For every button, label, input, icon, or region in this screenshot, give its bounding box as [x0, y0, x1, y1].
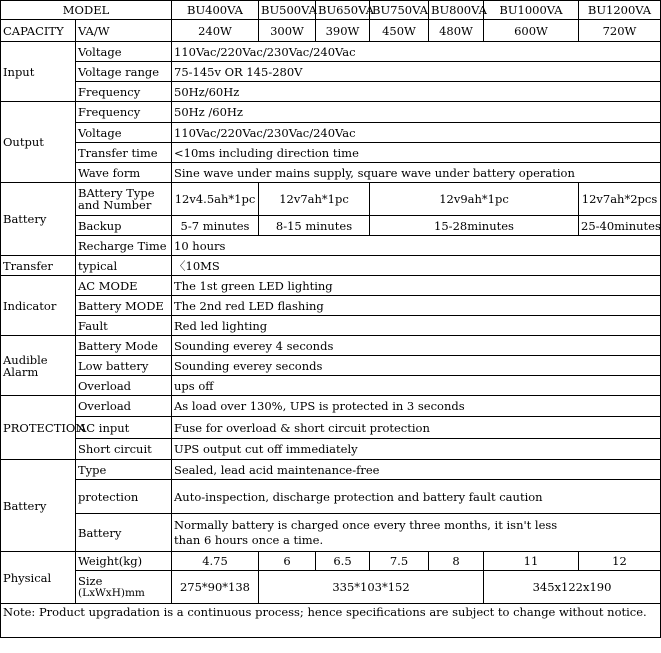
model-bu650va: BU650VA [316, 1, 370, 20]
battery2-battery-row [1, 514, 661, 552]
input-voltage-row [1, 42, 661, 62]
audible-low-battery-row [1, 356, 661, 376]
battery2-protection-label: protection [76, 480, 172, 514]
protection-overload-label: Overload [76, 396, 172, 417]
capacity-value: 390W [316, 20, 370, 42]
indicator-fault-label: Fault [76, 316, 172, 336]
protection-ac-input-label: AC input [76, 417, 172, 439]
battery-type-label-line: BAttery Type [78, 186, 155, 200]
physical-size-label-line: Size [78, 574, 103, 588]
indicator-ac-mode-row [1, 276, 661, 296]
note-text: Note: Product upgradation is a continuous process; hence specifications are subject to change without notice. [1, 604, 661, 638]
transfer-section-label: Transfer [1, 256, 76, 276]
battery2-section-label: Battery [1, 460, 76, 552]
output-section-label: Output [1, 102, 76, 183]
transfer-typical-value: 〈10MS [172, 256, 661, 276]
battery2-protection-value: Auto-inspection, discharge protection and battery fault caution [172, 480, 661, 514]
model-bu1000va: BU1000VA [484, 1, 579, 20]
physical-weight-value: 12 [579, 552, 661, 571]
battery-type-value: 12v9ah*1pc [370, 183, 579, 216]
battery-backup-value: 8-15 minutes [259, 216, 370, 236]
audible-low-battery-label: Low battery [76, 356, 172, 376]
battery2-battery-line: Normally battery is charged once every three months, it isn't less [174, 517, 558, 532]
audible-label-line: Alarm [3, 364, 39, 379]
physical-weight-label: Weight(kg) [76, 552, 172, 571]
model-label: MODEL [1, 1, 172, 20]
input-frequency-row [1, 82, 661, 102]
capacity-unit: VA/W [76, 20, 172, 42]
transfer-typical-label: typical [76, 256, 172, 276]
indicator-ac-mode-value: The 1st green LED lighting [172, 276, 661, 296]
capacity-value: 450W [370, 20, 429, 42]
physical-weight-value: 7.5 [370, 552, 429, 571]
protection-overload-row [1, 396, 661, 417]
physical-size-label-line: (LxWxH)mm [78, 587, 145, 599]
input-frequency-label: Frequency [76, 82, 172, 102]
physical-weight-value: 8 [429, 552, 484, 571]
audible-label-line: Audible [3, 352, 48, 367]
battery-type-label-line: and Number [78, 198, 152, 212]
audible-section-label [1, 336, 76, 396]
input-voltage-value: 110Vac/220Vac/230Vac/240Vac [172, 42, 661, 62]
battery-type-value: 12v4.5ah*1pc [172, 183, 259, 216]
note-row [1, 604, 661, 638]
indicator-battery-mode-row [1, 296, 661, 316]
audible-low-battery-value: Sounding everey seconds [172, 356, 661, 376]
model-bu800va: BU800VA [429, 1, 484, 20]
model-bu500va: BU500VA [259, 1, 316, 20]
battery-recharge-label: Recharge Time [76, 236, 172, 256]
battery2-type-value: Sealed, lead acid maintenance-free [172, 460, 661, 480]
audible-battery-mode-row [1, 336, 661, 356]
physical-size-value: 335*103*152 [259, 571, 484, 604]
audible-battery-mode-label: Battery Mode [76, 336, 172, 356]
battery-type-value: 12v7ah*2pcs [579, 183, 661, 216]
battery-backup-value: 25-40minutes [579, 216, 661, 236]
output-wave-form-value: Sine wave under mains supply, square wave under battery operation [172, 163, 661, 183]
input-section-label: Input [1, 42, 76, 102]
physical-weight-value: 4.75 [172, 552, 259, 571]
battery2-battery-label: Battery [76, 514, 172, 552]
capacity-value: 480W [429, 20, 484, 42]
capacity-row [1, 20, 661, 42]
output-transfer-time-label: Transfer time [76, 143, 172, 163]
transfer-row [1, 256, 661, 276]
physical-size-value: 345x122x190 [484, 571, 661, 604]
output-wave-form-label: Wave form [76, 163, 172, 183]
battery2-protection-row [1, 480, 661, 514]
protection-short-circuit-row [1, 439, 661, 460]
audible-overload-row [1, 376, 661, 396]
audible-battery-mode-value: Sounding everey 4 seconds [172, 336, 661, 356]
input-voltage-range-label: Voltage range [76, 62, 172, 82]
battery-type-label [76, 183, 172, 216]
protection-overload-value: As load over 130%, UPS is protected in 3 seconds [172, 396, 661, 417]
physical-weight-value: 6 [259, 552, 316, 571]
audible-overload-label: Overload [76, 376, 172, 396]
battery2-battery-line: than 6 hours once a time. [174, 532, 324, 547]
output-wave-form-row [1, 163, 661, 183]
battery-section-label: Battery [1, 183, 76, 256]
model-bu1200va: BU1200VA [579, 1, 661, 20]
input-voltage-range-value: 75-145v OR 145-280V [172, 62, 661, 82]
indicator-ac-mode-label: AC MODE [76, 276, 172, 296]
indicator-fault-value: Red led lighting [172, 316, 661, 336]
protection-section-label: PROTECTION [1, 396, 76, 460]
output-transfer-time-row [1, 143, 661, 163]
physical-size-value: 275*90*138 [172, 571, 259, 604]
protection-ac-input-value: Fuse for overload & short circuit protection [172, 417, 661, 439]
input-frequency-value: 50Hz/60Hz [172, 82, 661, 102]
output-frequency-value: 50Hz /60Hz [172, 102, 661, 123]
battery-type-row [1, 183, 661, 216]
battery2-battery-value [172, 514, 661, 552]
capacity-value: 720W [579, 20, 661, 42]
battery-recharge-value: 10 hours [172, 236, 661, 256]
physical-weight-value: 11 [484, 552, 579, 571]
physical-weight-row [1, 552, 661, 571]
output-voltage-label: Voltage [76, 123, 172, 143]
capacity-value: 300W [259, 20, 316, 42]
capacity-value: 240W [172, 20, 259, 42]
model-bu400va: BU400VA [172, 1, 259, 20]
output-transfer-time-value: <10ms including direction time [172, 143, 661, 163]
battery-backup-row [1, 216, 661, 236]
battery-backup-value: 15-28minutes [370, 216, 579, 236]
capacity-label: CAPACITY [1, 20, 76, 42]
indicator-section-label: Indicator [1, 276, 76, 336]
physical-section-label: Physical [1, 552, 76, 604]
protection-short-circuit-label: Short circuit [76, 439, 172, 460]
output-frequency-label: Frequency [76, 102, 172, 123]
output-voltage-row [1, 123, 661, 143]
output-voltage-value: 110Vac/220Vac/230Vac/240Vac [172, 123, 661, 143]
physical-size-row [1, 571, 661, 604]
capacity-value: 600W [484, 20, 579, 42]
output-frequency-row [1, 102, 661, 123]
battery2-type-label: Type [76, 460, 172, 480]
physical-weight-value: 6.5 [316, 552, 370, 571]
battery-backup-value: 5-7 minutes [172, 216, 259, 236]
battery2-type-row [1, 460, 661, 480]
indicator-battery-mode-label: Battery MODE [76, 296, 172, 316]
audible-overload-value: ups off [172, 376, 661, 396]
battery-backup-label: Backup [76, 216, 172, 236]
physical-size-label [76, 571, 172, 604]
protection-ac-input-row [1, 417, 661, 439]
protection-short-circuit-value: UPS output cut off immediately [172, 439, 661, 460]
indicator-battery-mode-value: The 2nd red LED flashing [172, 296, 661, 316]
battery-recharge-row [1, 236, 661, 256]
indicator-fault-row [1, 316, 661, 336]
input-voltage-label: Voltage [76, 42, 172, 62]
model-row [1, 1, 661, 20]
battery-type-value: 12v7ah*1pc [259, 183, 370, 216]
model-bu750va: BU750VA [370, 1, 429, 20]
input-voltage-range-row [1, 62, 661, 82]
